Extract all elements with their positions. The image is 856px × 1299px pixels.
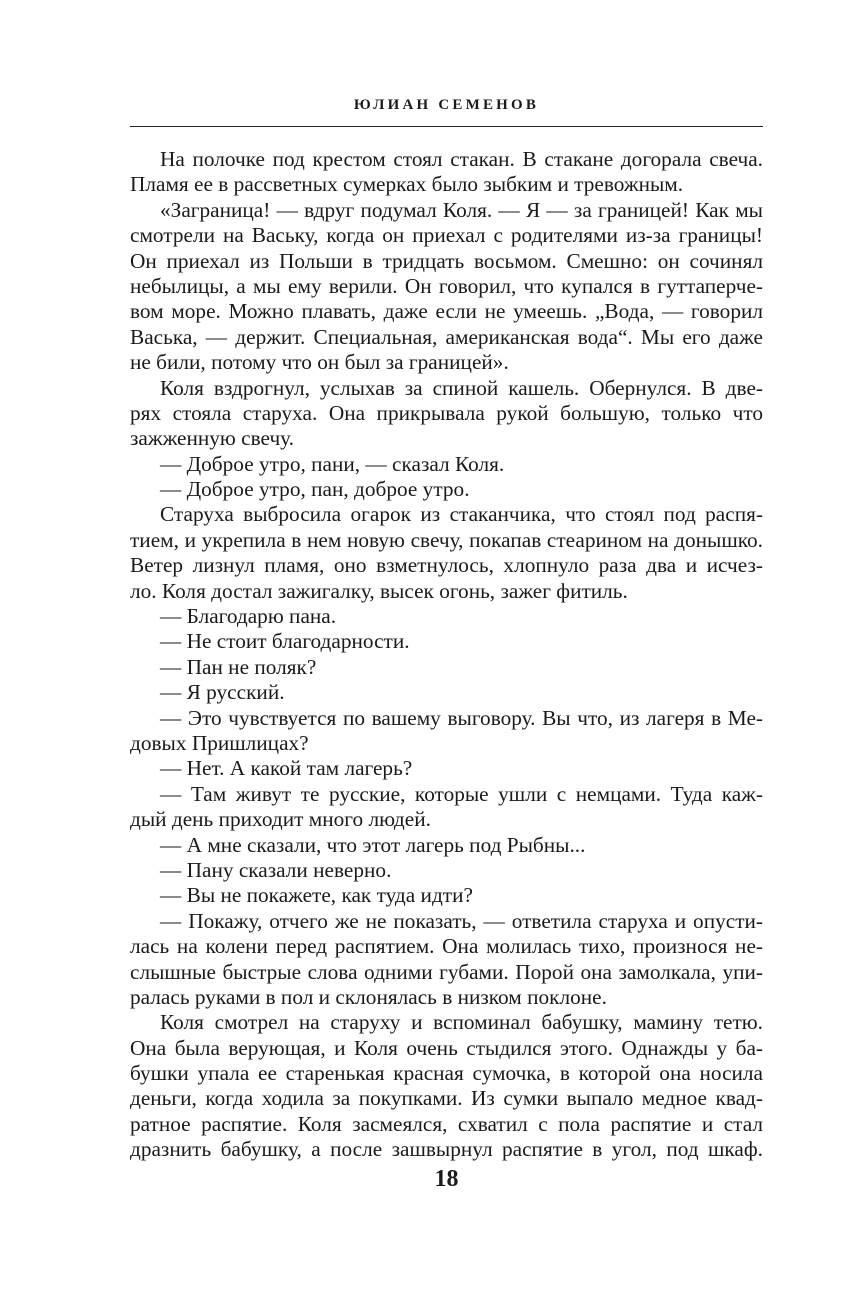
text-line: ло. Коля достал зажигалку, высек огонь, зажег фитиль. bbox=[130, 578, 628, 603]
running-head-author: ЮЛИАН СЕМЕНОВ bbox=[353, 97, 540, 113]
text-line: — Там живут те русские, которые ушли с немцами. Туда каж- bbox=[160, 781, 763, 806]
text-line: Он приехал из Польши в тридцать восьмом. Смешно: он сочинял bbox=[130, 248, 763, 273]
text-line: ралась руками в пол и склонялась в низком поклоне. bbox=[130, 984, 607, 1009]
text-line: Пламя ее в рассветных сумерках было зыбким и тревожным. bbox=[130, 172, 684, 197]
header-rule bbox=[130, 126, 763, 127]
text-line: — Пану сказали неверно. bbox=[160, 857, 392, 882]
text-line: Коля смотрел на старуху и вспоминал бабушку, мамину тетю. bbox=[160, 1010, 763, 1035]
text-line: рях стояла старуха. Она прикрывала рукой большую, только что bbox=[130, 400, 763, 425]
text-line: — Не стоит благодарности. bbox=[160, 629, 410, 654]
text-line: слышные быстрые слова одними губами. Порой она замолкала, упи- bbox=[130, 959, 763, 984]
text-line: — Покажу, отчего же не показать, — ответила старуха и опусти- bbox=[160, 908, 763, 933]
page-number: 18 bbox=[434, 1166, 459, 1192]
text-line: «Заграница! — вдруг подумал Коля. — Я — за границей! Как мы bbox=[160, 197, 763, 222]
text-line: смотрели на Ваську, когда он приехал с родителями из-за границы! bbox=[130, 223, 763, 248]
body-text bbox=[130, 147, 763, 1163]
text-line: небылицы, а мы ему верили. Он говорил, что купался в гуттаперче- bbox=[130, 273, 763, 298]
text-line: Она была верующая, и Коля очень стыдился этого. Однажды у ба- bbox=[130, 1035, 763, 1060]
text-line: — Благодарю пана. bbox=[160, 604, 337, 629]
text-line: — Пан не поляк? bbox=[160, 654, 317, 679]
text-line: — Это чувствуется по вашему выговору. Вы что, из лагеря в Ме- bbox=[160, 705, 763, 730]
text-line: — Я русский. bbox=[160, 680, 285, 705]
text-line: — Вы не покажете, как туда идти? bbox=[160, 883, 473, 908]
text-line: — А мне сказали, что этот лагерь под Рыбны... bbox=[160, 832, 586, 857]
text-line: деньги, когда ходила за покупками. Из сумки выпало медное квад- bbox=[130, 1086, 763, 1111]
text-line: не били, потому что он был за границей». bbox=[130, 350, 509, 375]
text-line: — Доброе утро, пани, — сказал Коля. bbox=[160, 451, 505, 476]
text-line: Коля вздрогнул, услыхав за спиной кашель. Обернулся. В две- bbox=[160, 375, 763, 400]
text-line: тием, и укрепила в нем новую свечу, покапав стеарином на донышко. bbox=[130, 527, 763, 552]
text-line: зажженную свечу. bbox=[130, 426, 295, 451]
text-line: довых Пришлицах? bbox=[130, 730, 309, 755]
text-line: Старуха выбросила огарок из стаканчика, что стоял под распя- bbox=[160, 502, 763, 527]
text-line: лась на колени перед распятием. Она молилась тихо, произнося не- bbox=[130, 934, 763, 959]
text-line: бушки упала ее старенькая красная сумочка, в которой она носила bbox=[130, 1061, 763, 1086]
text-line: дый день приходит много людей. bbox=[130, 807, 431, 832]
text-line: вом море. Можно плавать, даже если не умеешь. „Вода, — говорил bbox=[130, 299, 763, 324]
text-line: Ветер лизнул пламя, оно взметнулось, хлопнуло раза два и исчез- bbox=[130, 553, 763, 578]
text-line: — Доброе утро, пан, доброе утро. bbox=[160, 477, 470, 502]
text-line: Васька, — держит. Специальная, американская вода“. Мы его даже bbox=[130, 324, 763, 349]
text-line: дразнить бабушку, а после зашвырнул распятие в угол, под шкаф. bbox=[130, 1137, 763, 1162]
text-line: — Нет. А какой там лагерь? bbox=[160, 756, 413, 781]
text-line: На полочке под крестом стоял стакан. В стакане догорала свеча. bbox=[160, 147, 763, 171]
text-line: ратное распятие. Коля засмеялся, схватил с пола распятие и стал bbox=[130, 1111, 763, 1136]
